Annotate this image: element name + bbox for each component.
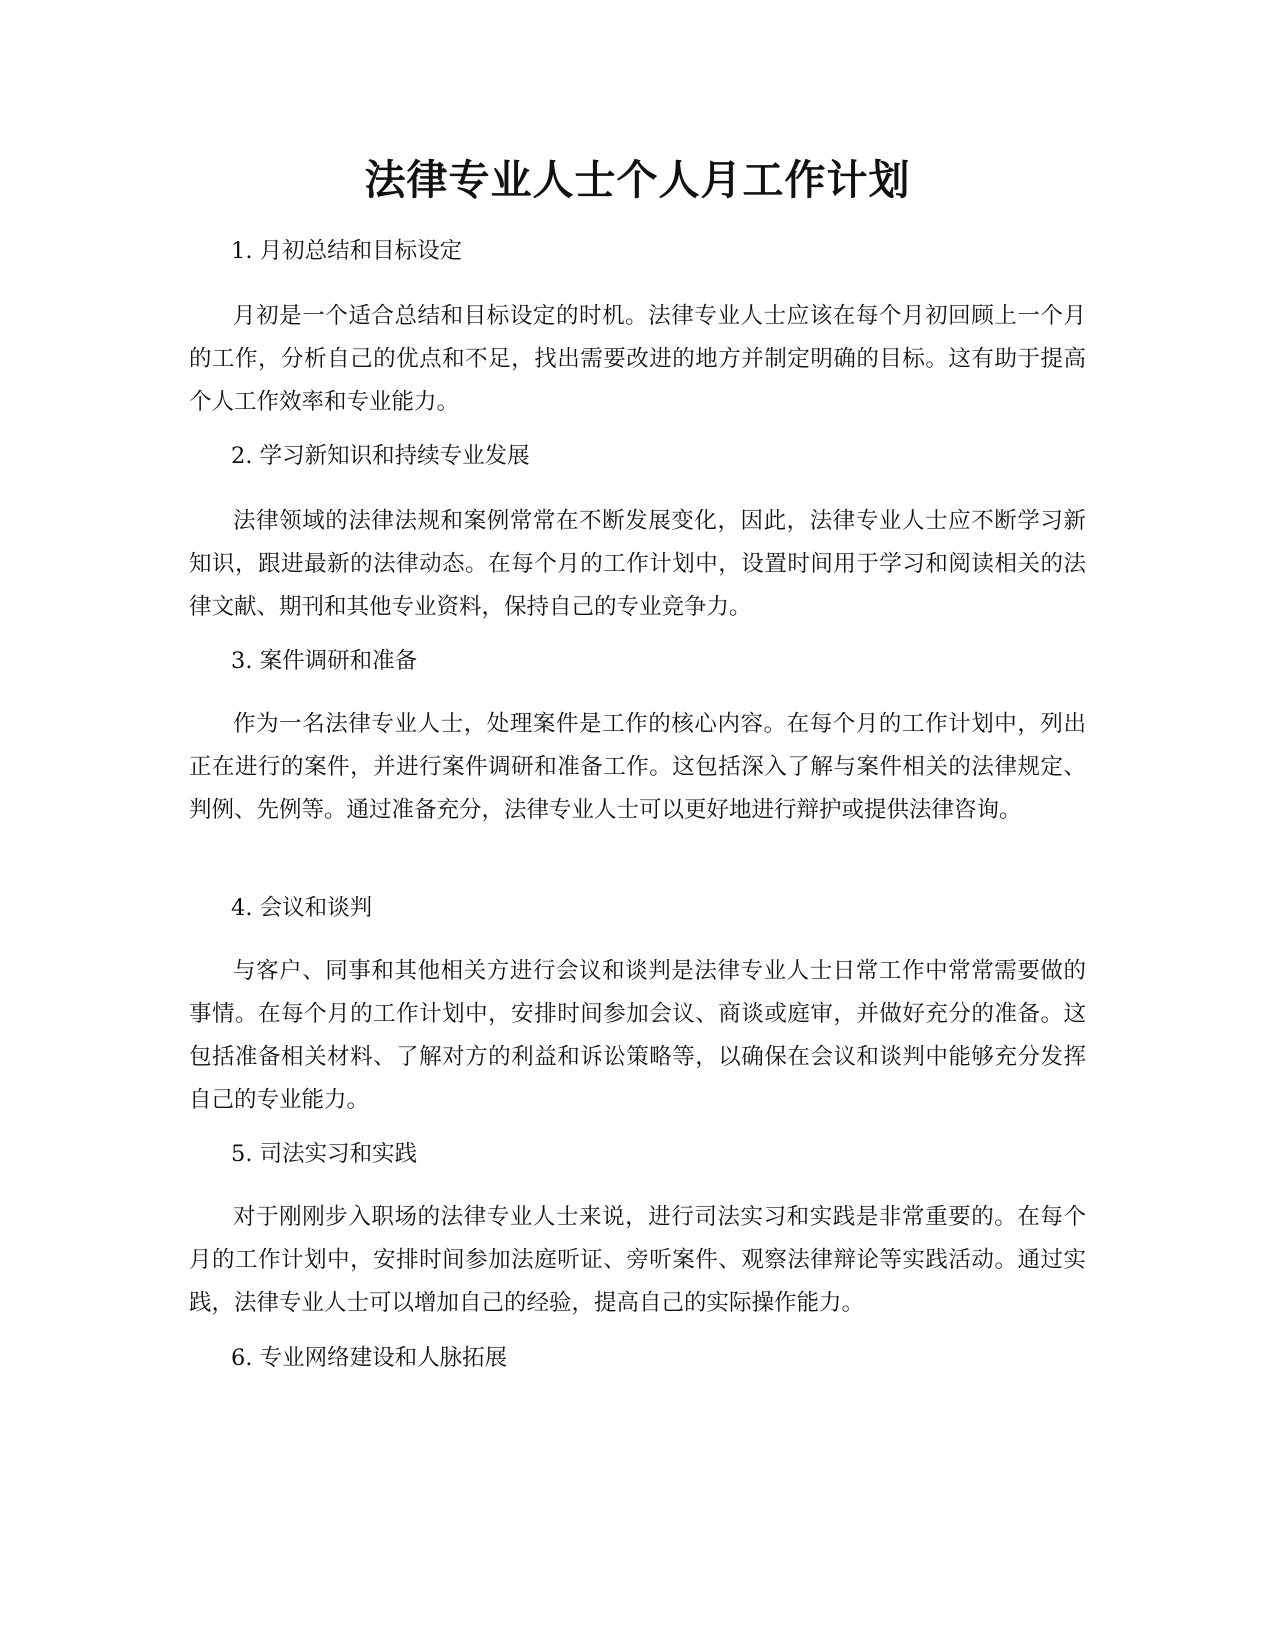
- section-1-paragraph: 月初是一个适合总结和目标设定的时机。法律专业人士应该在每个月初回顾上一个月的工作，分析自己的优点和不足，找出需要改进的地方并制定明确的目标。这有助于提高个人工作效率和专业能力。: [189, 303, 1086, 415]
- section-1-heading: 1. 月初总结和目标设定: [231, 238, 463, 264]
- section-2-heading: 2. 学习新知识和持续专业发展: [231, 443, 530, 469]
- section-5-paragraph: 对于刚刚步入职场的法律专业人士来说，进行司法实习和实践是非常重要的。在每个月的工作计划中，安排时间参加法庭听证、旁听案件、观察法律辩论等实践活动。通过实践，法律专业人士可以增加自己的经验，提高自己的实际操作能力。: [189, 1204, 1086, 1316]
- section-4-heading: 4. 会议和谈判: [231, 895, 373, 921]
- page-title: 法律专业人士个人月工作计划: [364, 156, 911, 204]
- section-4-paragraph: 与客户、同事和其他相关方进行会议和谈判是法律专业人士日常工作中常常需要做的事情。在每个月的工作计划中，安排时间参加会议、商谈或庭审，并做好充分的准备。这包括准备相关材料、了解对方的利益和诉讼策略等，以确保在会议和谈判中能够充分发挥自己的专业能力。: [189, 958, 1086, 1113]
- section-3-heading: 3. 案件调研和准备: [231, 648, 418, 674]
- section-3-paragraph: 作为一名法律专业人士，处理案件是工作的核心内容。在每个月的工作计划中，列出正在进行的案件，并进行案件调研和准备工作。这包括深入了解与案件相关的法律规定、判例、先例等。通过准备充分，法律专业人士可以更好地进行辩护或提供法律咨询。: [189, 711, 1086, 823]
- section-2-paragraph: 法律领域的法律法规和案例常常在不断发展变化，因此，法律专业人士应不断学习新知识，跟进最新的法律动态。在每个月的工作计划中，设置时间用于学习和阅读相关的法律文献、期刊和其他专业资料，保持自己的专业竞争力。: [189, 508, 1086, 620]
- section-5-heading: 5. 司法实习和实践: [231, 1141, 418, 1167]
- section-6-heading: 6. 专业网络建设和人脉拓展: [231, 1345, 508, 1371]
